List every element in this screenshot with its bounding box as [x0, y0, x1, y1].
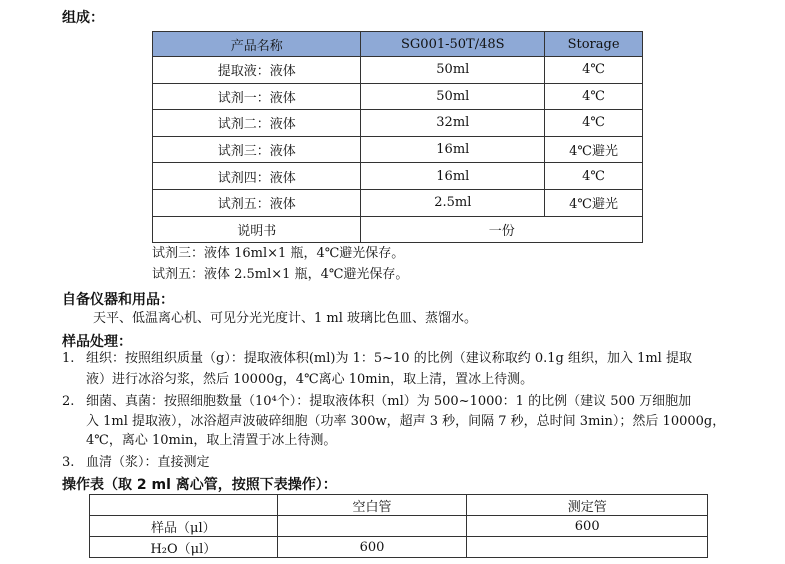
table-row — [90, 537, 708, 558]
table-row — [153, 136, 643, 163]
sample-item-number: 3. — [62, 455, 75, 470]
sample-item-text: 血清（浆）：直接测定 — [86, 455, 210, 470]
sample-item-number: 1. — [62, 351, 75, 366]
reagent-storage: 4℃ — [545, 110, 643, 137]
reagent-name: 试剂四：液体 — [153, 163, 361, 190]
header-test-tube: 测定管 — [467, 495, 708, 516]
reagent-name: 试剂二：液体 — [153, 110, 361, 137]
equipment-text: 天平、低温离心机、可见分光光度计、1 ml 玻璃比色皿、蒸馏水。 — [93, 311, 478, 326]
table-row — [153, 163, 643, 190]
equipment-heading: 自备仪器和用品： — [62, 292, 174, 308]
sample-item-text: 细菌、真菌：按照细胞数量（10⁴个）：提取液体积（ml）为 500~1000：1 的比例（建议 500 万细胞加 — [86, 394, 692, 409]
reagent-storage: 4℃ — [545, 163, 643, 190]
table-row — [153, 57, 643, 84]
storage-note-reagent-3: 试剂三：液体 16ml×1 瓶，4℃避光保存。 — [152, 246, 405, 261]
reagent-volume: 50ml — [361, 83, 545, 110]
sample-item-text: 液）进行冰浴匀浆，然后 10000g，4℃离心 10min，取上清，置冰上待测。 — [86, 372, 534, 387]
header-product-name: 产品名称 — [153, 32, 361, 57]
reagent-storage: 4℃避光 — [545, 136, 643, 163]
header-kit-size: SG001-50T/48S — [361, 32, 545, 57]
composition-header-row — [153, 32, 643, 57]
header-blank-tube: 空白管 — [277, 495, 467, 516]
reagent-storage: 4℃ — [545, 57, 643, 84]
table-row — [153, 83, 643, 110]
test-tube-value — [467, 537, 708, 558]
test-tube-value: 600 — [467, 516, 708, 537]
operation-table — [89, 494, 708, 558]
sample-item-text: 4℃，离心 10min，取上清置于冰上待测。 — [86, 433, 337, 448]
blank-tube-value — [277, 516, 467, 537]
row-label: 样品（μl） — [90, 516, 278, 537]
reagent-volume: 32ml — [361, 110, 545, 137]
operation-header-row — [90, 495, 708, 516]
table-row — [90, 516, 708, 537]
operation-heading: 操作表（取 2 ml 离心管，按照下表操作）： — [62, 477, 337, 493]
composition-table — [152, 31, 643, 243]
storage-note-reagent-5: 试剂五：液体 2.5ml×1 瓶，4℃避光保存。 — [152, 267, 409, 282]
sample-item-text: 入 1ml 提取液），冰浴超声波破碎细胞（功率 300w，超声 3 秒，间隔 7 秒，总时间 3min）；然后 10000g， — [86, 414, 726, 429]
reagent-name: 提取液：液体 — [153, 57, 361, 84]
reagent-name: 试剂三：液体 — [153, 136, 361, 163]
sample-item-text: 组织：按照组织质量（g）：提取液体积(ml)为 1：5~10 的比例（建议称取约 0.1g 组织，加入 1ml 提取 — [86, 351, 692, 366]
header-storage: Storage — [545, 32, 643, 57]
reagent-volume: 2.5ml — [361, 189, 545, 216]
composition-heading: 组成： — [62, 10, 104, 26]
reagent-volume: 50ml — [361, 57, 545, 84]
manual-value: 一份 — [361, 216, 643, 243]
row-label: H₂O（μl） — [90, 537, 278, 558]
table-row — [153, 189, 643, 216]
blank-tube-value: 600 — [277, 537, 467, 558]
reagent-volume: 16ml — [361, 163, 545, 190]
reagent-name: 试剂一：液体 — [153, 83, 361, 110]
table-row — [153, 110, 643, 137]
reagent-volume: 16ml — [361, 136, 545, 163]
reagent-storage: 4℃ — [545, 83, 643, 110]
reagent-storage: 4℃避光 — [545, 189, 643, 216]
table-row — [153, 216, 643, 243]
header-empty — [90, 495, 278, 516]
manual-label: 说明书 — [153, 216, 361, 243]
reagent-name: 试剂五：液体 — [153, 189, 361, 216]
sample-heading: 样品处理： — [62, 334, 132, 350]
sample-item-number: 2. — [62, 394, 75, 409]
